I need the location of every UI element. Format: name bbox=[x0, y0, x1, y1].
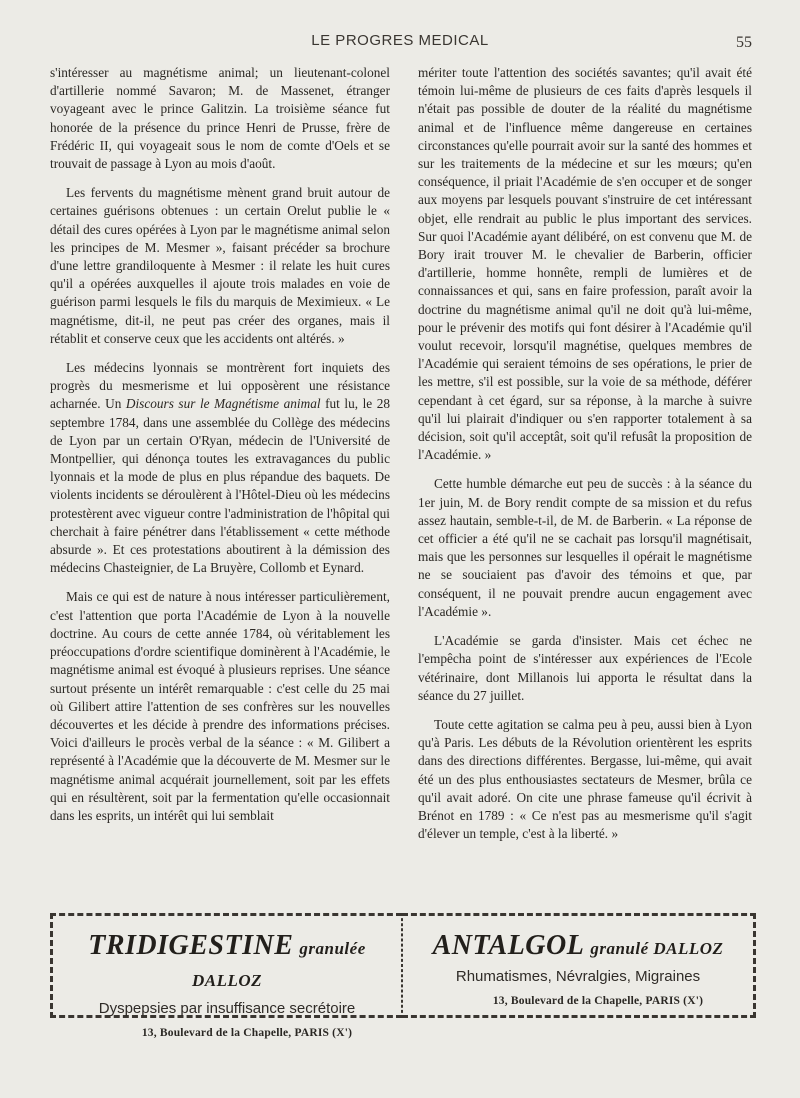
right-column bbox=[418, 64, 752, 854]
ad-description: Dyspepsies par insuffisance secrétoire bbox=[98, 1000, 356, 1017]
left-paragraph-3-start: Les médecins lyonnais se montrèrent fort inquiets des progrès du mesmerisme et lui opposèrent une résistance acharnée. Un bbox=[50, 360, 390, 412]
discourse-title: Discours sur le Magnétisme animal bbox=[125, 396, 321, 412]
ad-description: Rhumatismes, Névralgies, Migraines bbox=[455, 968, 701, 985]
ad-brand-name: TRIDIGESTINE bbox=[88, 930, 294, 961]
left-paragraph-2: Les fervents du magnétisme mènent grand bruit autour de certaines guérisons obtenues : un certain Orelut publie le « détail des cures opérées à Lyon par le magnétisme animal selon les principes de M. Mesmer », faisant précéder sa brochure d'une lettre grandiloquente à Mesmer : il relate les huit cures qu'il a opérées auxquelles il ajoute trois malades en voie de guérison parmi lesquels le fils du marquis de Meximieux. « Le magnétisme, dit-il, ne peut pas créer des organes, mais il rétablit et conserve ceux que les accidents ont altérés. » bbox=[50, 185, 390, 346]
ad-address: 13, Boulevard de la Chapelle, PARIS (X') bbox=[141, 1027, 353, 1039]
right-paragraph-2: Cette humble démarche eut peu de succès : à la séance du 1er juin, M. de Bory rendit compte de sa mission et du refus assez hautain, semble-t-il, de M. de Barberin. « La réponse de cet officier a été qu'il ne se cachait pas lorsqu'il magnétisait, mais que les personnes sur lesquelles il opérait le magnétisme ne se souciaient pas d'avoir des témoins et que, par conséquent, il ne pouvait prendre aucun engagement avec l'Académie ». bbox=[418, 476, 752, 619]
left-paragraph-1: s'intéresser au magnétisme animal; un lieutenant-colonel d'artillerie nommé Savaron; M. de Massenet, étranger voyageant avec le prince Galitzin. La troisième séance fut honorée de la présence du prince Henri de Prusse, frère de Frédéric II, qui voyageait sous le nom de comte d'Oels et se trouvait de passage à Lyon au mois d'août. bbox=[50, 65, 390, 172]
left-paragraph-4: Mais ce qui est de nature à nous intéresser particulièrement, c'est l'attention que porta l'Académie de Lyon à la nouvelle doctrine. Au cours de cette année 1784, où véritablement les préoccupations d'ordre scientifique dominèrent à l'Académie, le magnétisme animal est évoqué à plusieurs reprises. Une séance surtout présente un intérêt remarquable : c'est celle du 25 mai où Gilibert attire l'attention de ses confrères sur les nouvelles découvertes et les décide à prendre des informations précises. Voici d'ailleurs le procès verbal de la séance : « M. Gilibert a représenté à l'Académie que la découverte de M. Mesmer sur le magnétisme animal acquérait journellement, soit par les effets qui en résultèrent, soit par la fermentation qu'elle occasionnait dans les esprits, un intérêt qui lui semblait bbox=[50, 589, 390, 823]
page-number: 55 bbox=[736, 34, 752, 51]
ad-brand bbox=[53, 930, 401, 994]
left-paragraph-3-end: fut lu, le 28 septembre 1784, dans une assemblée du Collège des médecins de Lyon par un certain O'Ryan, médecin de l'Université de Montpellier, qui dénonça toutes les extravagances du public lyonnais et la mode de plus en plus répandue des baquets. De violents incidents se déroulèrent à l'Hôtel-Dieu où les médecins protestèrent avec vigueur contre l'administration de l'hôpital qui cherchait à faire pénétrer dans l'établissement « cette méthode absurde ». Et ces protestations aboutirent à la démission des médecins Chasteignier, de La Bruyère, Collomb et Eynard. bbox=[50, 396, 390, 576]
ad-brand-suffix: granulé DALLOZ bbox=[590, 939, 724, 958]
right-paragraph-3: L'Académie se garda d'insister. Mais cet échec ne l'empêcha point de s'intéresser aux expériences de l'Ecole vétérinaire, dont Millanois lui apporta le résultat dans la séance du 27 juillet. bbox=[418, 633, 752, 703]
right-paragraph-4: Toute cette agitation se calma peu à peu, aussi bien à Lyon qu'à Paris. Les débuts de la Révolution orientèrent les esprits dans des directions différentes. Bergasse, lui-même, qui avait été un des plus enthousiastes sectateurs de Mesmer, brûla ce qu'il avait adoré. On cite une phrase fameuse qu'il écrivit à Brénot en 1789 : « Ce n'est pas au mesmerisme qu'il s'agit d'élever un temple, c'est à la liberté. » bbox=[418, 716, 752, 842]
ad-brand-name: ANTALGOL bbox=[432, 930, 585, 961]
ad-brand bbox=[403, 930, 753, 962]
left-column bbox=[50, 64, 390, 836]
advertisement-antalgol bbox=[402, 913, 756, 1018]
page-header bbox=[0, 30, 800, 58]
left-paragraph-3 bbox=[50, 359, 390, 577]
advertisement-band bbox=[50, 913, 756, 1039]
running-title: LE PROGRES MEDICAL bbox=[311, 32, 489, 49]
ad-address: 13, Boulevard de la Chapelle, PARIS (X') bbox=[492, 995, 704, 1007]
ad-brand-suffix: granulée DALLOZ bbox=[191, 939, 366, 990]
advertisement-tridigestine bbox=[50, 913, 402, 1039]
right-paragraph-1: mériter toute l'attention des sociétés savantes; qu'il avait été témoin lui-même de plusieurs de ces faits d'après lesquels il n'était pas possible de douter de la réalité du magnétisme animal et de l'influence même dangereuse en certaines circonstances qu'elle pourrait avoir sur la santé des hommes et sur les traitements de la médecine et sur les mœurs; qu'en conséquence, il priait l'Académie de s'en occuper et de songer aux moyens par lesquels pouvant s'instruire de cet intéressant objet, elle rendrait au public le plus important des services. Sur quoi l'Académie ayant délibéré, on est convenu que M. de Bory irait trouver M. le chevalier de Barberin, officier d'artillerie, homme honnête, rempli de lumières et de connaissances et qui, sans en faire profession, paraît avoir la doctrine du magnétisme animal qu'il ne doit qu'à lui-même, pour le prévenir des motifs qui font désirer à l'Académie qu'il voulut recevoir, lorsqu'il magnétise, quelques membres de l'Académie qui seraient témoins de ses opérations, le prier de les mettre, s'il est possible, sur la voie de sa méthode, déférer cependant à cet égard, sur sa réponse, à la marche à suivre qu'il lui plairait d'indiquer ou s'en rapporter totalement à sa décision, soit qu'il acceptât, soit qu'il refusât la proposition de l'Académie. » bbox=[418, 65, 752, 463]
